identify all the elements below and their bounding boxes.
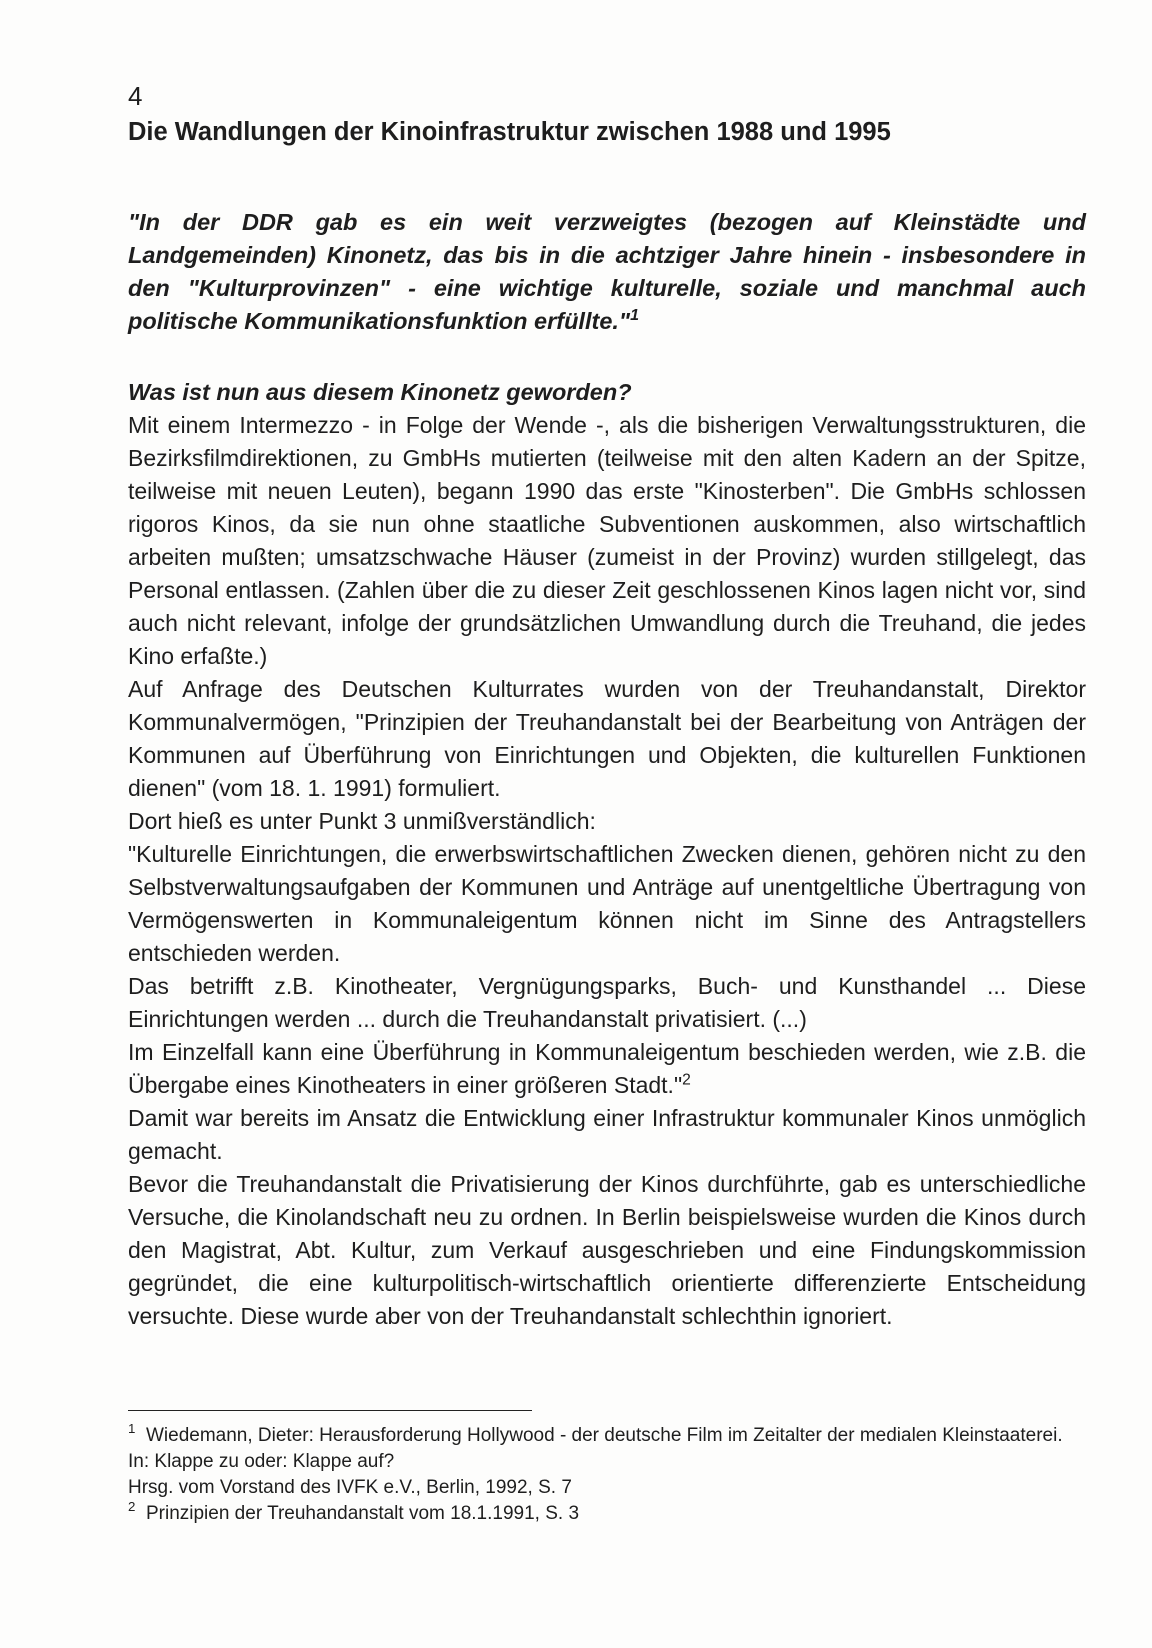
footnote-1-continuation: Hrsg. vom Vorstand des IVFK e.V., Berlin, 1992, S. 7 xyxy=(128,1477,572,1498)
footnote-ref-1[interactable]: 1 xyxy=(630,307,639,325)
footnote-2-text: Prinzipien der Treuhandanstalt vom 18.1.1991, S. 3 xyxy=(145,1503,580,1524)
paragraph-3: Dort hieß es unter Punkt 3 unmißverständlich: xyxy=(128,808,596,834)
paragraph-5: Das betrifft z.B. Kinotheater, Vergnügungsparks, Buch- und Kunsthandel ... Diese Einrichtungen werden ... durch die Treuhandanstalt privatisiert. (...) xyxy=(128,973,1086,1032)
footnotes xyxy=(128,1410,1086,1527)
footnote-1-text: Wiedemann, Dieter: Herausforderung Hollywood - der deutsche Film im Zeitalter der medialen Kleinstaaterei. In: Klappe zu oder: Klappe auf? xyxy=(128,1425,1063,1472)
intro-quote-text: "In der DDR gab es ein weit verzweigtes (bezogen auf Kleinstädte und Landgemeinden) Kinonetz, das bis in die achtziger Jahre hinein - insbesondere in den "Kulturprovinzen" - eine wichtige kulturelle, soziale und manchmal auch politische Kommunikationsfunktion erfüllte." xyxy=(128,209,1086,334)
paragraph-7: Damit war bereits im Ansatz die Entwicklung einer Infrastruktur kommunaler Kinos unmöglich gemacht. xyxy=(128,1105,1086,1164)
body-text xyxy=(128,409,1086,1333)
paragraph-6 xyxy=(128,1036,1086,1102)
footnote-1 xyxy=(128,1423,1086,1475)
intro-quote xyxy=(128,206,1086,338)
footnote-1-number: 1 xyxy=(128,1421,136,1437)
page-content xyxy=(128,80,1086,1333)
chapter-title: Die Wandlungen der Kinoinfrastruktur zwischen 1988 und 1995 xyxy=(128,118,891,146)
paragraph-1: Mit einem Intermezzo - in Folge der Wende -, als die bisherigen Verwaltungsstrukturen, die Bezirksfilmdirektionen, zu GmbHs mutierten (teilweise mit den alten Kadern an der Spitze, teilweise mit neuen Leuten), begann 1990 das erste "Kinosterben". Die GmbHs schlossen rigoros Kinos, da sie nun ohne staatliche Subventionen auskommen, also wirtschaftlich arbeiten mußten; umsatzschwache Häuser (zumeist in der Provinz) wurden stillgelegt, das Personal entlassen. (Zahlen über die zu dieser Zeit geschlossenen Kinos lagen nicht vor, sind auch nicht relevant, infolge der grundsätzlichen Umwandlung durch die Treuhand, die jedes Kino erfaßte.) xyxy=(128,412,1086,669)
footnote-ref-2[interactable]: 2 xyxy=(682,1071,691,1089)
footnote-divider xyxy=(128,1410,532,1411)
paragraph-4: "Kulturelle Einrichtungen, die erwerbswirtschaftlichen Zwecken dienen, gehören nicht zu den Selbstverwaltungsaufgaben der Kommunen und Anträge auf unentgeltliche Übertragung von Vermögenswerten in Kommunaleigentum können nicht im Sinne des Antragstellers entschieden werden. xyxy=(128,841,1086,966)
page-number: 4 xyxy=(128,81,143,111)
paragraph-2: Auf Anfrage des Deutschen Kulturrates wurden von der Treuhandanstalt, Direktor Kommunalvermögen, "Prinzipien der Treuhandanstalt bei der Bearbeitung von Anträgen der Kommunen auf Überführung von Einrichtungen und Objekten, die kulturellen Funktionen dienen" (vom 18. 1. 1991) formuliert. xyxy=(128,676,1086,801)
footnote-2-number: 2 xyxy=(128,1499,136,1515)
section-question: Was ist nun aus diesem Kinonetz geworden? xyxy=(128,379,632,405)
paragraph-8: Bevor die Treuhandanstalt die Privatisierung der Kinos durchführte, gab es unterschiedliche Versuche, die Kinolandschaft neu zu ordnen. In Berlin beispielsweise wurden die Kinos durch den Magistrat, Abt. Kultur, zum Verkauf ausgeschrieben und eine Findungskommission gegründet, die eine kulturpolitisch-wirtschaftlich orientierte differenzierte Entscheidung versuchte. Diese wurde aber von der Treuhandanstalt schlechthin ignoriert. xyxy=(128,1171,1086,1329)
paragraph-6-text: Im Einzelfall kann eine Überführung in Kommunaleigentum beschieden werden, wie z.B. die Übergabe eines Kinotheaters in einer größeren Stadt." xyxy=(128,1039,1086,1098)
footnote-2 xyxy=(128,1501,1086,1527)
